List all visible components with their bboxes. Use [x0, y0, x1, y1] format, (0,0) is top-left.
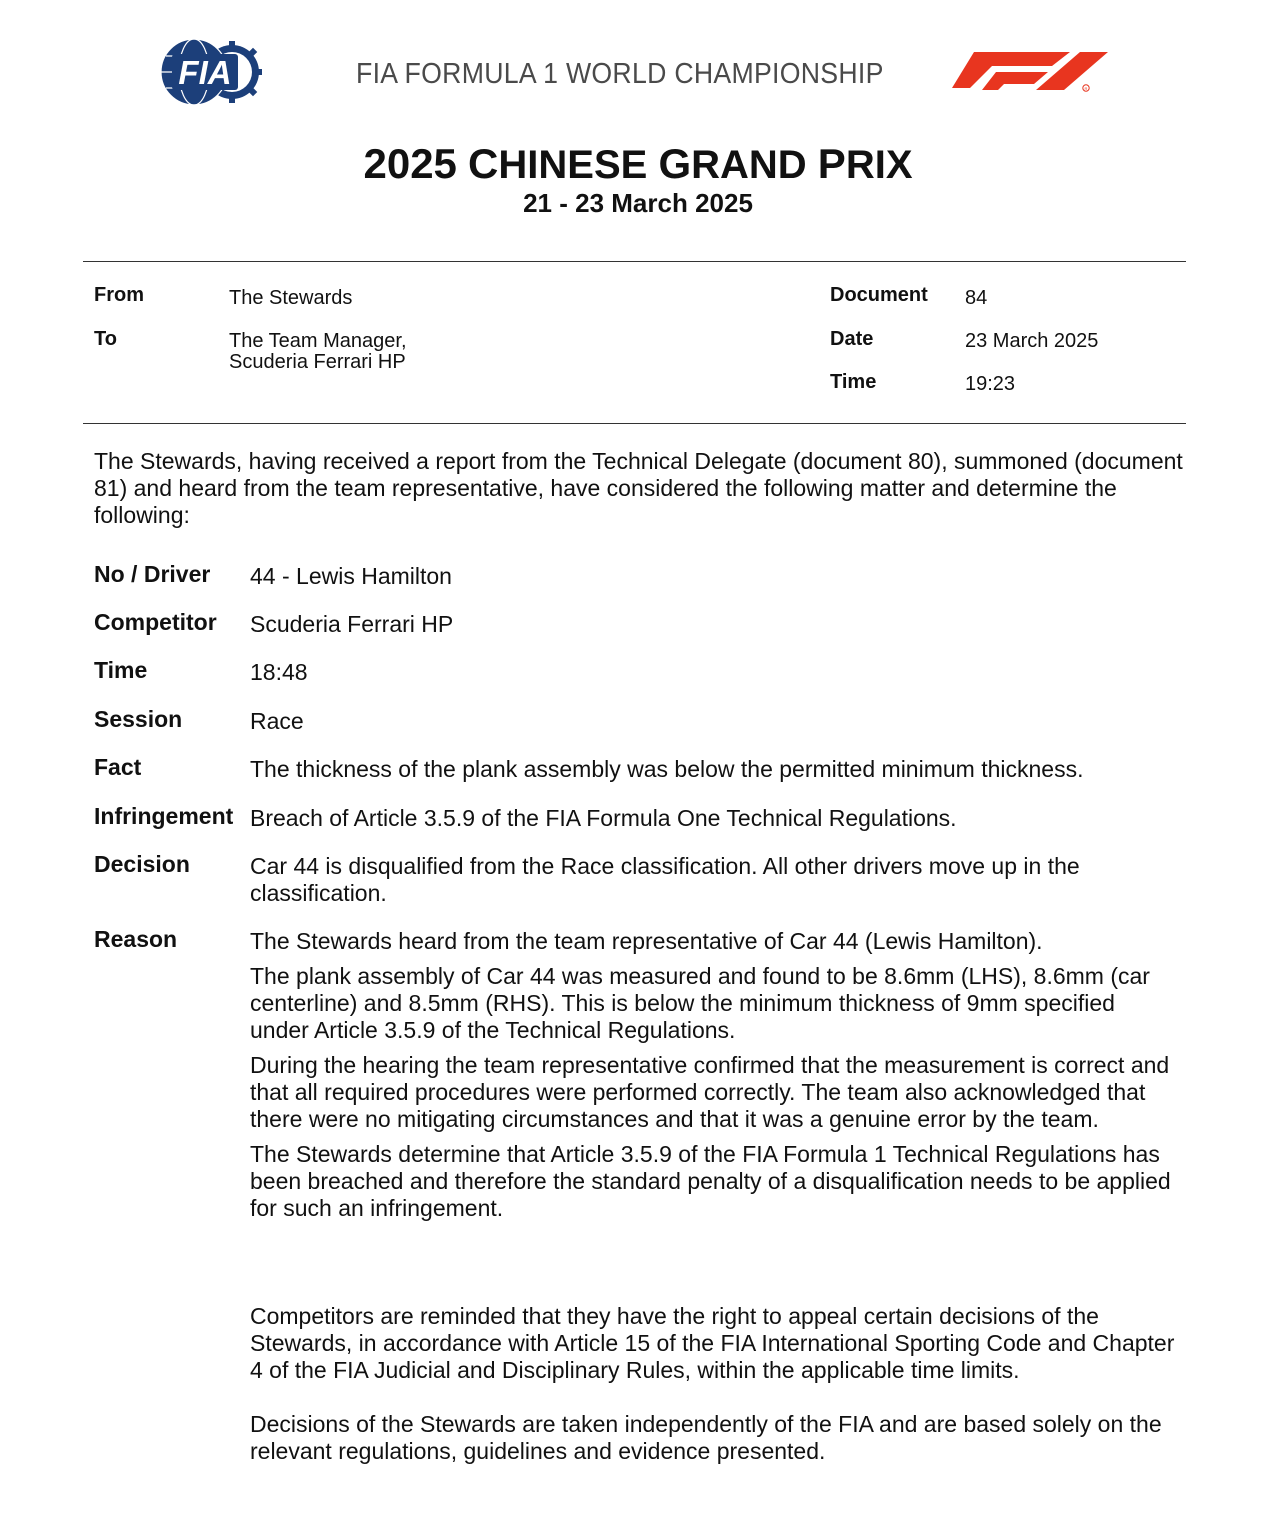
time-value: 19:23: [965, 373, 1016, 395]
driver-label: No / Driver: [94, 561, 211, 587]
to-label: To: [94, 328, 117, 350]
time-label-detail: Time: [94, 657, 148, 683]
session-label: Session: [94, 706, 183, 732]
from-label: From: [94, 284, 144, 306]
header-top-rule: [83, 261, 1186, 262]
competitor-label: Competitor: [94, 609, 217, 635]
reason-block: [250, 928, 1180, 1230]
document-label: Document: [830, 284, 928, 306]
svg-text:R: R: [1084, 86, 1088, 91]
independence-notice: Decisions of the Stewards are taken independently of the FIA and are based solely on the relevant regulations, guidelines and evidence presented.: [250, 1411, 1162, 1464]
fact-label: Fact: [94, 754, 142, 780]
event-dates: 21 - 23 March 2025: [523, 188, 753, 218]
from-value: The Stewards: [229, 287, 353, 309]
driver-value: 44 - Lewis Hamilton: [250, 563, 452, 589]
decision-label: Decision: [94, 851, 190, 877]
session-value: Race: [250, 708, 304, 734]
intro-paragraph: The Stewards, having received a report from the Technical Delegate (document 80), summoned (document 81) and heard from the team representative, have considered the following matter and determine the following:: [94, 448, 1183, 528]
reason-paragraph: During the hearing the team representative confirmed that the measurement is correct and that all required procedures were performed correctly. The team also acknowledged that there were no mitigating circumstances and that it was a genuine error by the team.: [250, 1052, 1170, 1132]
reason-label: Reason: [94, 926, 178, 952]
championship-heading: FIA FORMULA 1 WORLD CHAMPIONSHIP: [356, 58, 884, 90]
reason-paragraph: The plank assembly of Car 44 was measured and found to be 8.6mm (LHS), 8.6mm (car centerline) and 8.5mm (RHS). This is below the minimum thickness of 9mm specified under Article 3.5.9 of the Technical Regulations.: [250, 963, 1150, 1043]
infringement-value: Breach of Article 3.5.9 of the FIA Formula One Technical Regulations.: [250, 805, 957, 831]
svg-text:FIA: FIA: [178, 54, 232, 91]
f1-logo: [952, 52, 1110, 96]
document-value: 84: [965, 287, 988, 309]
date-label: Date: [830, 328, 874, 350]
fia-logo: [158, 36, 266, 108]
time-value-detail: 18:48: [250, 659, 308, 685]
to-value: The Team Manager, Scuderia Ferrari HP: [229, 330, 407, 373]
date-value: 23 March 2025: [965, 330, 1099, 352]
header-bottom-rule: [83, 423, 1186, 424]
infringement-label: Infringement: [94, 803, 234, 829]
fact-value: The thickness of the plank assembly was below the permitted minimum thickness.: [250, 756, 1084, 782]
time-label: Time: [830, 371, 877, 393]
competitor-value: Scuderia Ferrari HP: [250, 611, 454, 637]
reason-paragraph: The Stewards determine that Article 3.5.9 of the FIA Formula 1 Technical Regulations has been breached and therefore the standard penalty of a disqualification needs to be applied for such an infringement.: [250, 1141, 1171, 1221]
reason-paragraph: The Stewards heard from the team representative of Car 44 (Lewis Hamilton).: [250, 928, 1043, 954]
decision-value: Car 44 is disqualified from the Race classification. All other drivers move up in the classification.: [250, 853, 1080, 906]
event-title: 2025 CHINESE GRAND PRIX: [363, 140, 913, 187]
appeal-notice: Competitors are reminded that they have the right to appeal certain decisions of the Stewards, in accordance with Article 15 of the FIA International Sporting Code and Chapter 4 of the FIA Judicial and Disciplinary Rules, within the applicable time limits.: [250, 1303, 1175, 1383]
